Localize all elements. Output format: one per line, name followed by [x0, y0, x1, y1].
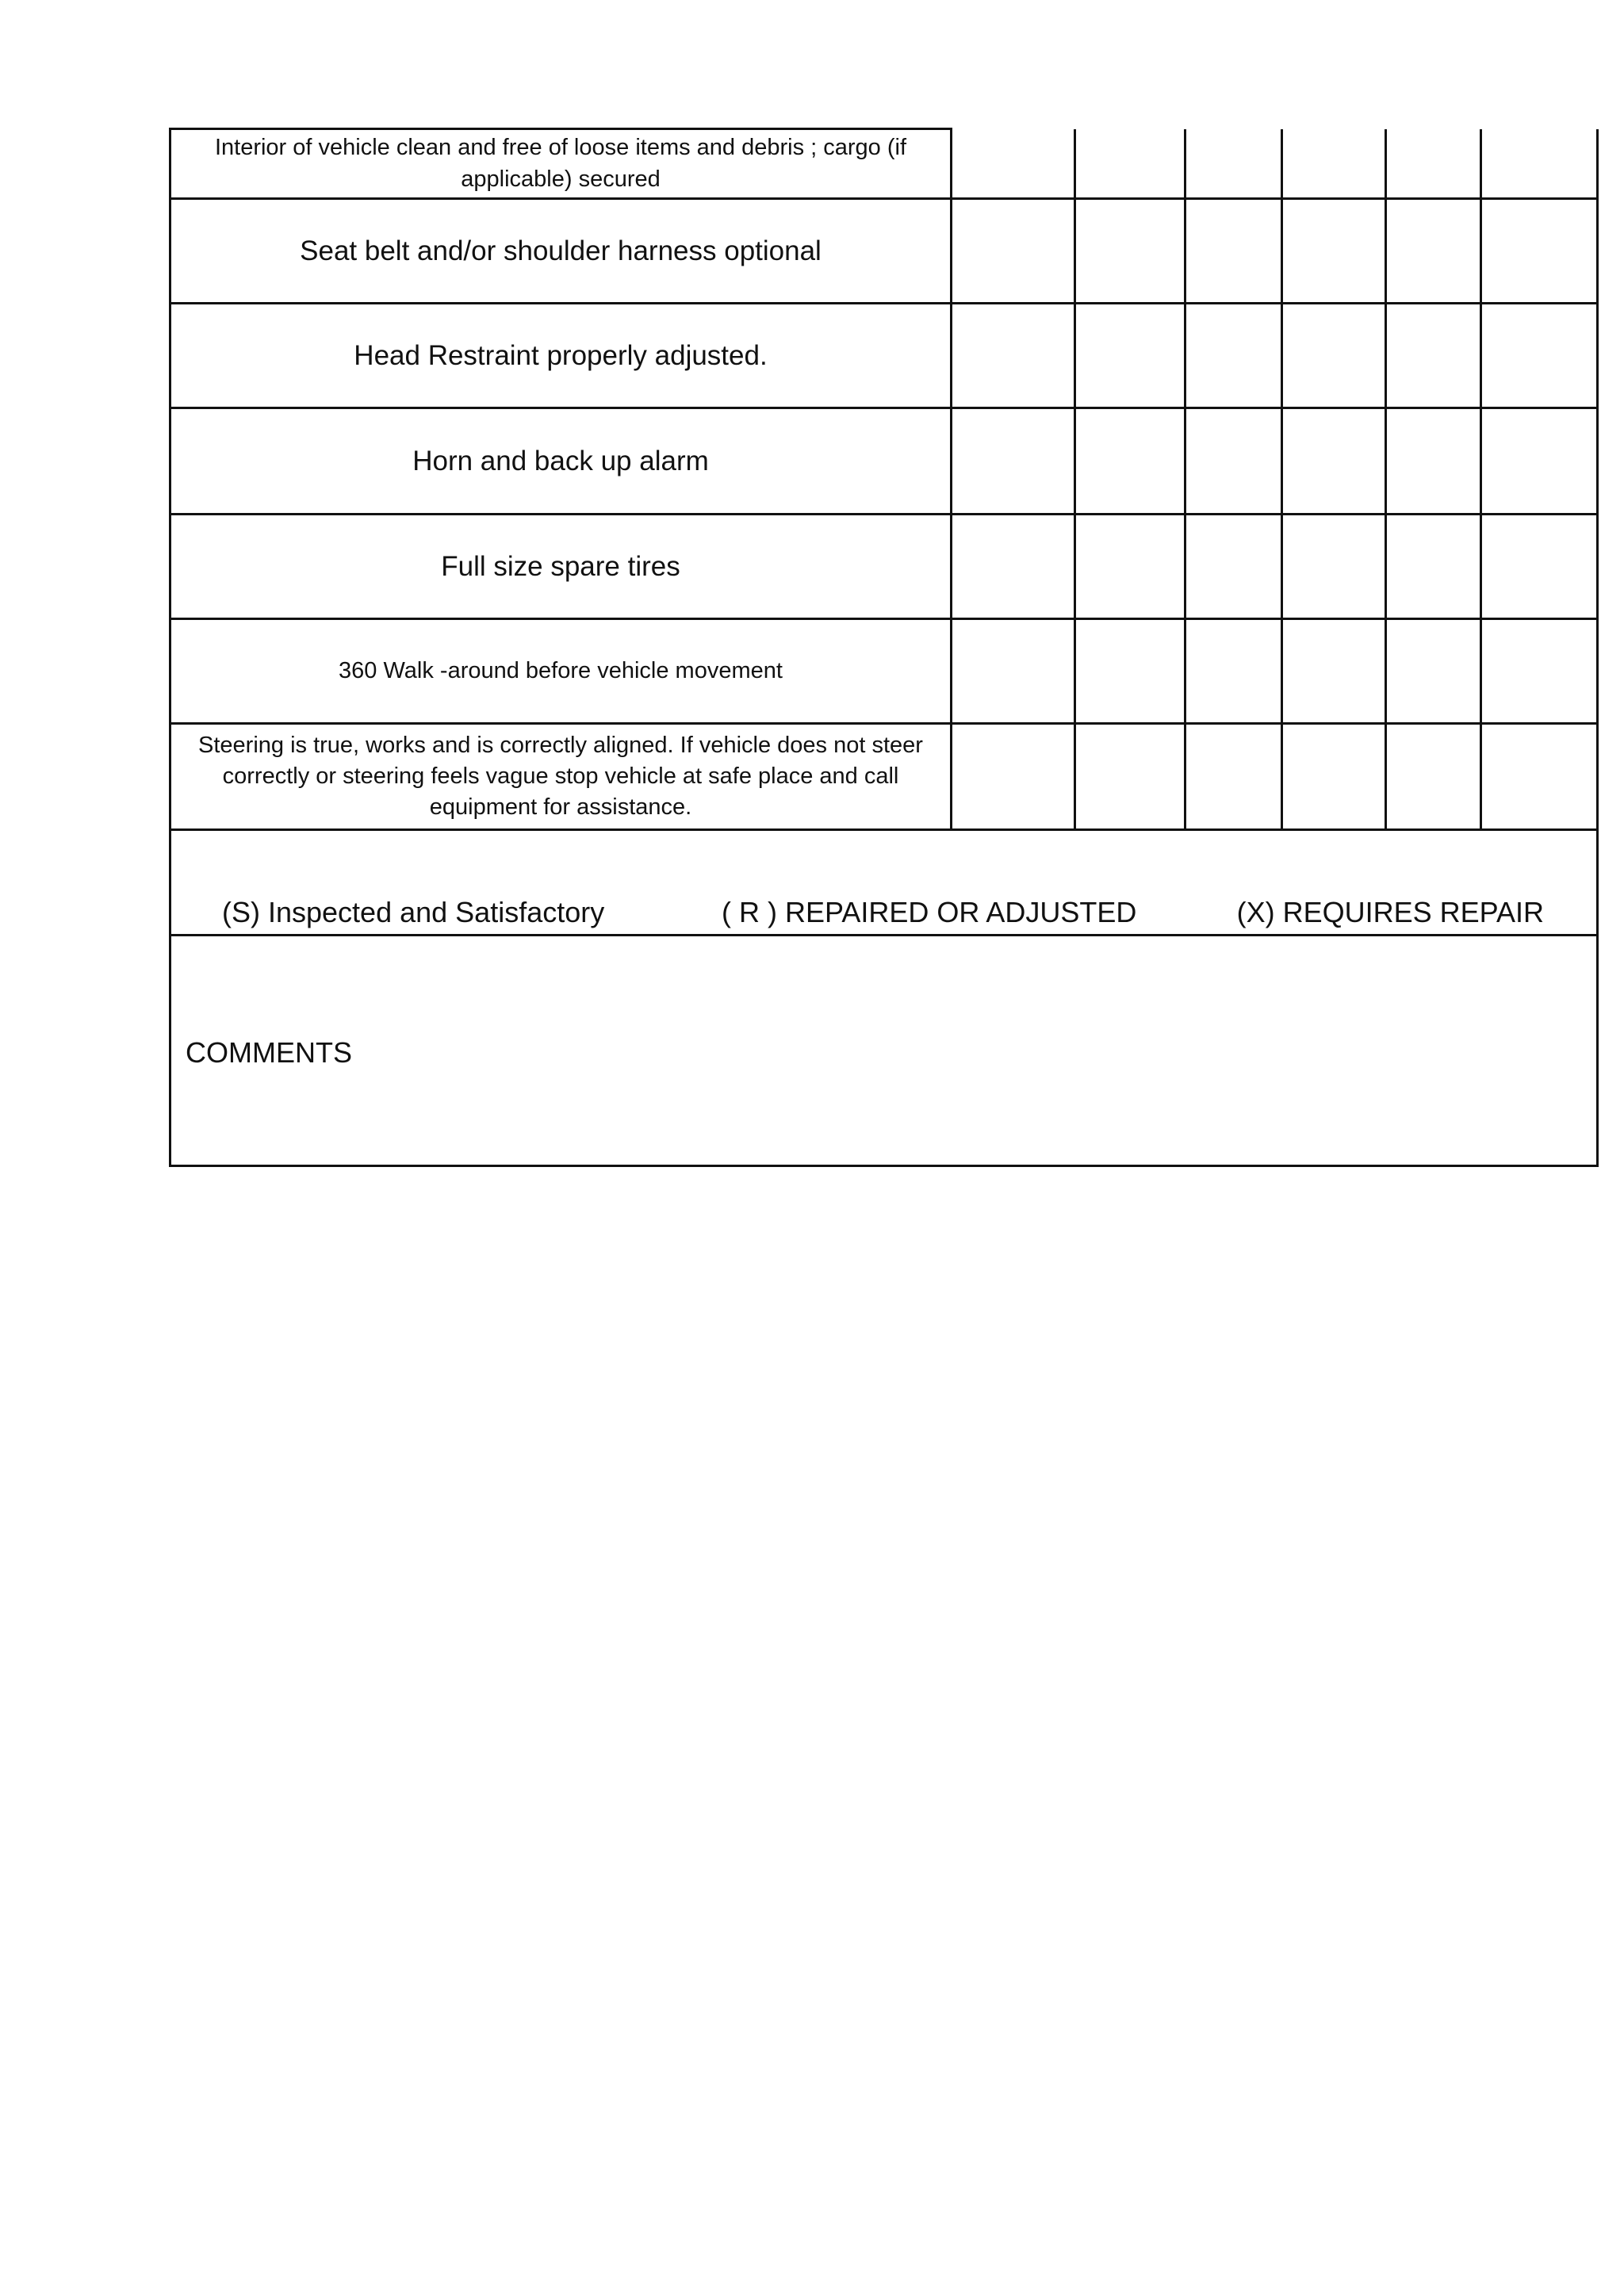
check-cell[interactable] — [952, 129, 1075, 199]
legend-cell — [170, 830, 1598, 936]
check-cell[interactable] — [1075, 724, 1185, 830]
check-cell[interactable] — [1282, 515, 1386, 619]
item-label: 360 Walk -around before vehicle movement — [170, 619, 952, 724]
check-cell[interactable] — [952, 724, 1075, 830]
check-cell[interactable] — [1481, 408, 1598, 515]
check-cell[interactable] — [1185, 408, 1282, 515]
legend-requires-repair: (X) REQUIRES REPAIR — [1236, 896, 1544, 928]
check-cell[interactable] — [1282, 619, 1386, 724]
check-cell[interactable] — [1185, 724, 1282, 830]
comments-label: COMMENTS — [186, 1036, 352, 1069]
check-cell[interactable] — [1386, 619, 1481, 724]
check-cell[interactable] — [1282, 129, 1386, 199]
check-cell[interactable] — [1481, 129, 1598, 199]
check-cell[interactable] — [952, 619, 1075, 724]
check-cell[interactable] — [1075, 515, 1185, 619]
comments-row — [170, 936, 1598, 1166]
checklist-row-head-restraint — [170, 304, 1598, 408]
check-cell[interactable] — [1282, 199, 1386, 304]
item-label: Interior of vehicle clean and free of loose items and debris ; cargo (if applicable) secured — [170, 129, 952, 199]
check-cell[interactable] — [952, 199, 1075, 304]
check-cell[interactable] — [1386, 304, 1481, 408]
check-cell[interactable] — [952, 304, 1075, 408]
checklist-row-spare-tires — [170, 515, 1598, 619]
check-cell[interactable] — [1386, 129, 1481, 199]
comments-box[interactable] — [170, 936, 1598, 1166]
check-cell[interactable] — [1185, 304, 1282, 408]
checklist-row-horn — [170, 408, 1598, 515]
inspection-checklist — [169, 128, 1596, 1167]
checklist-row-steering — [170, 724, 1598, 830]
checklist-table — [169, 128, 1599, 1167]
checklist-row-seat-belt — [170, 199, 1598, 304]
checklist-row-interior — [170, 129, 1598, 199]
check-cell[interactable] — [1075, 619, 1185, 724]
check-cell[interactable] — [1481, 724, 1598, 830]
legend-repaired: ( R ) REPAIRED OR ADJUSTED — [722, 896, 1137, 928]
check-cell[interactable] — [1185, 619, 1282, 724]
check-cell[interactable] — [952, 408, 1075, 515]
check-cell[interactable] — [1075, 129, 1185, 199]
check-cell[interactable] — [1386, 724, 1481, 830]
checklist-row-walk-around — [170, 619, 1598, 724]
check-cell[interactable] — [1282, 304, 1386, 408]
check-cell[interactable] — [1386, 199, 1481, 304]
check-cell[interactable] — [1075, 408, 1185, 515]
check-cell[interactable] — [1282, 724, 1386, 830]
item-label: Steering is true, works and is correctly aligned. If vehicle does not steer correctly or steering feels vague stop vehicle at safe place and call equipment for assistance. — [170, 724, 952, 830]
item-label: Head Restraint properly adjusted. — [170, 304, 952, 408]
check-cell[interactable] — [1386, 515, 1481, 619]
check-cell[interactable] — [1481, 515, 1598, 619]
check-cell[interactable] — [1185, 199, 1282, 304]
check-cell[interactable] — [1185, 129, 1282, 199]
check-cell[interactable] — [1075, 304, 1185, 408]
legend-satisfactory: (S) Inspected and Satisfactory — [222, 896, 605, 928]
check-cell[interactable] — [1075, 199, 1185, 304]
check-cell[interactable] — [1282, 408, 1386, 515]
item-label: Seat belt and/or shoulder harness optional — [170, 199, 952, 304]
item-label: Full size spare tires — [170, 515, 952, 619]
check-cell[interactable] — [1481, 199, 1598, 304]
check-cell[interactable] — [1481, 619, 1598, 724]
item-label: Horn and back up alarm — [170, 408, 952, 515]
check-cell[interactable] — [1386, 408, 1481, 515]
check-cell[interactable] — [1481, 304, 1598, 408]
check-cell[interactable] — [952, 515, 1075, 619]
check-cell[interactable] — [1185, 515, 1282, 619]
legend-row — [170, 830, 1598, 936]
